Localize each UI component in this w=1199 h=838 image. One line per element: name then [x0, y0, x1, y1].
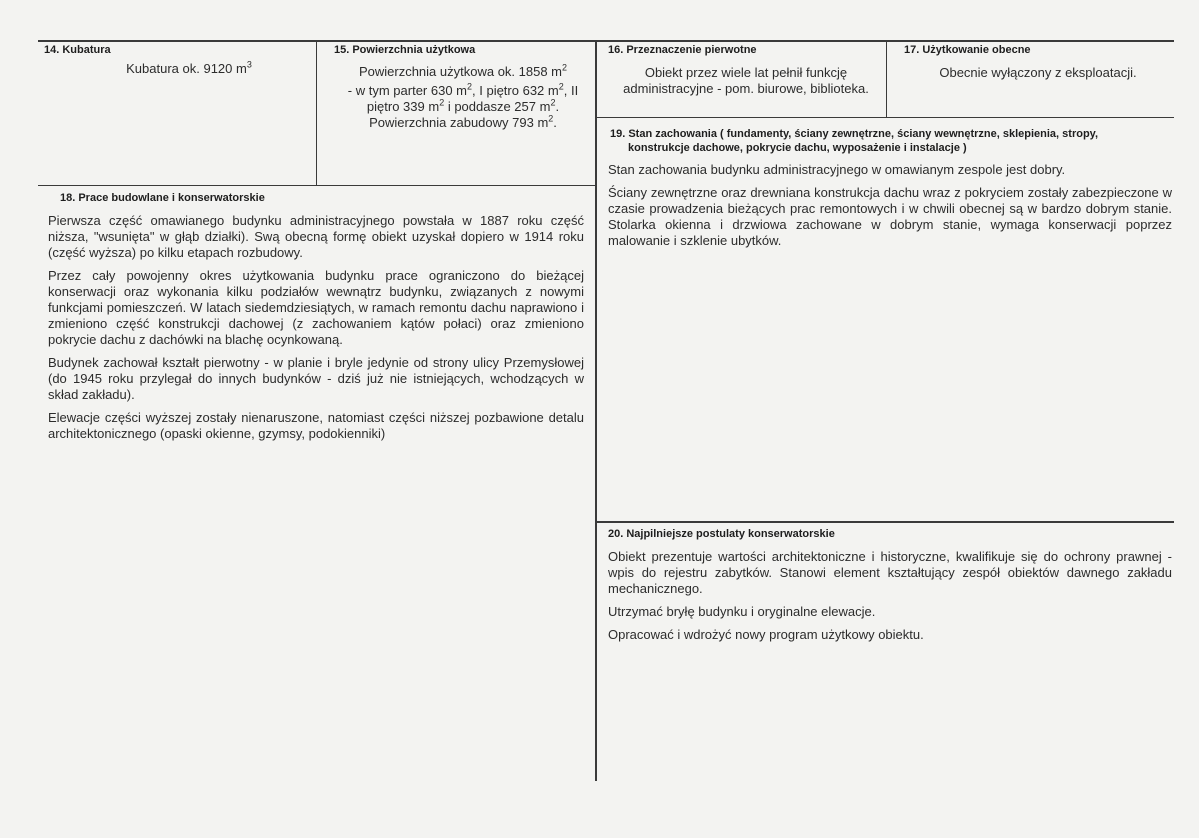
- section-18-paragraph-3: Budynek zachował kształt pierwotny - w planie i bryle jedynie od strony ulicy Przemysłowej (do 1945 roku przylegał do innych budynków - dziś już nie istniejących, wchodzących w skład zakładu).: [48, 355, 584, 402]
- section-15-line-3: piętro 339 $m^2$ i poddasze 257 $m^2$.: [366, 97, 560, 114]
- section-17-text: Obecnie wyłączony z eksploatacji.: [939, 65, 1137, 80]
- section-18-paragraph-4: Elewacje części wyższej zostały nienaruszone, natomiast części niższej pozbawione detalu architektonicznego (opaski okienne, gzymsy, podokienniki): [48, 410, 584, 441]
- section-17-title: 17. Użytkowanie obecne: [904, 44, 1031, 56]
- divider-left-right: [595, 41, 597, 781]
- rule-above-18: [38, 185, 596, 186]
- section-15-powierzchnia: [334, 44, 592, 131]
- section-15-line-4: Powierzchnia zabudowy 793 $m^2$.: [369, 113, 557, 130]
- section-15-title: 15. Powierzchnia użytkowa: [334, 44, 476, 56]
- section-14-text: Kubatura ok. 9120 $m^3$: [126, 59, 252, 76]
- section-16-line-1: Obiekt przez wiele lat pełnił funkcję: [644, 65, 848, 80]
- section-16-line-2: administracyjne - pom. biurowe, biblioteka.: [623, 81, 869, 96]
- section-18-paragraph-2: Przez cały powojenny okres użytkowania budynku prace ograniczono do bieżącej konserwacji oraz wykonania kilku podziałów wewnątrz budynku, związanych z nowymi funkcjami pomieszczeń. W latach siedemdziesiątych, w ramach remontu dachu naprawiono i zmieniono część konstrukcji dachowej (z zachowaniem kątów połaci) oraz zmieniono pokrycie dachu z dachówki na blachę ocynkowaną.: [48, 268, 584, 347]
- section-19-title-1: 19. Stan zachowania ( fundamenty, ściany zewnętrzne, ściany wewnętrzne, sklepienia, stropy,: [610, 128, 1099, 140]
- section-20-paragraph-3: Opracować i wdrożyć nowy program użytkowy obiektu.: [608, 627, 924, 642]
- section-14-title: 14. Kubatura: [44, 44, 111, 56]
- section-14-kubatura: [44, 44, 314, 77]
- section-18-title: 18. Prace budowlane i konserwatorskie: [60, 192, 265, 204]
- section-19-paragraph-1: Stan zachowania budynku administracyjnego w omawianym zespole jest dobry.: [608, 162, 1066, 177]
- section-16-title: 16. Przeznaczenie pierwotne: [608, 44, 757, 56]
- section-17-uzytkowanie: [904, 44, 1172, 81]
- top-rule: [38, 40, 1174, 42]
- section-20-paragraph-2: Utrzymać bryłę budynku i oryginalne elewacje.: [608, 604, 876, 619]
- section-19-paragraph-2: Ściany zewnętrzne oraz drewniana konstrukcja dachu wraz z pokryciem zostały zabezpieczone w czasie prowadzenia bieżących prac remontowych i w chwili obecnej są w bardzo dobrym stanie. Stolarka okienna i drzwiowa zachowane w dobrym stanie, wymaga konserwacji poprzez malowanie i szklenie ubytków.: [608, 185, 1172, 248]
- divider-14-15: [316, 41, 317, 185]
- section-16-przeznaczenie: [608, 44, 884, 97]
- section-18-prace: [48, 192, 584, 442]
- section-20-title: 20. Najpilniejsze postulaty konserwatorskie: [608, 528, 835, 540]
- section-19-stan-zachowania: [608, 128, 1172, 249]
- divider-16-17: [886, 41, 887, 118]
- rule-above-20: [596, 521, 1174, 523]
- section-19-title-2: konstrukcje dachowe, pokrycie dachu, wyposażenie i instalacje ): [628, 142, 967, 154]
- section-18-paragraph-1: Pierwsza część omawianego budynku administracyjnego powstała w 1887 roku część niższa, "wsunięta" w głąb działki). Swą obecną formę obiekt uzyskał dopiero w 1914 roku (część wyższa) po kilku etapach rozbudowy.: [48, 213, 584, 260]
- section-20-paragraph-1: Obiekt prezentuje wartości architektoniczne i historyczne, kwalifikuje się do ochrony prawnej - wpis do rejestru zabytków. Stanowi element kształtujący zespół obiektów dawnego zakładu mechanicznego.: [608, 549, 1172, 596]
- rule-above-19: [596, 117, 1174, 118]
- section-15-line-1: Powierzchnia użytkowa ok. 1858 $m^2$: [358, 62, 568, 79]
- section-20-postulaty: [608, 528, 1172, 643]
- section-15-line-2: - w tym parter 630 $m^2$, I piętro 632 $m^2$, II: [347, 81, 579, 98]
